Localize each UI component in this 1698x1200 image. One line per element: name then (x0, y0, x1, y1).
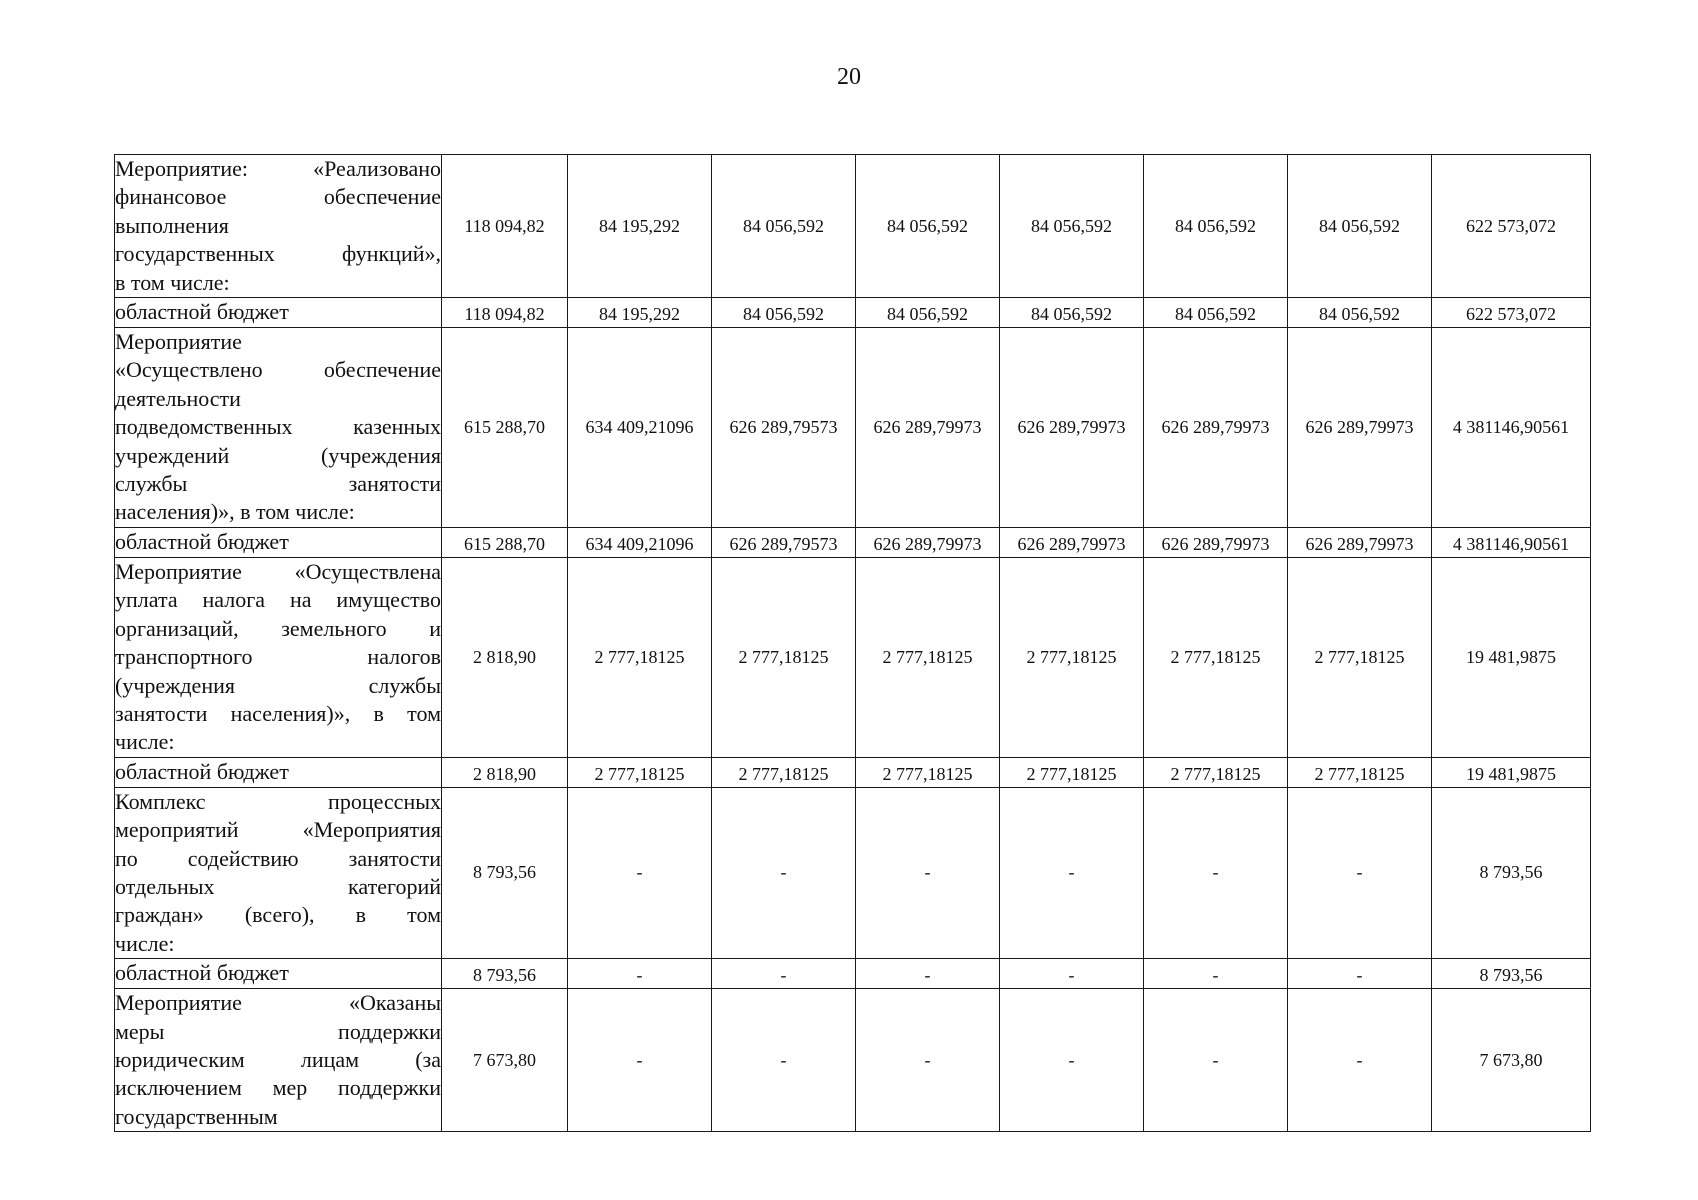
year-value-cell: 626 289,79973 (1288, 328, 1432, 528)
year-value-cell: 2 777,18125 (712, 557, 856, 757)
budget-source-label: областной бюджет (115, 960, 289, 986)
measure-row (115, 989, 1591, 1132)
year-value-cell: 84 056,592 (1288, 298, 1432, 328)
measure-row (115, 328, 1591, 528)
measure-name-line: меры поддержки (115, 1018, 441, 1044)
year-value-cell: 2 777,18125 (1144, 557, 1288, 757)
measure-name-cell (115, 155, 442, 298)
budget-table (114, 154, 1591, 1132)
measure-name-line: Комплекс процессных (115, 788, 441, 814)
measure-name-line: деятельности (115, 385, 241, 411)
year-value-cell: 8 793,56 (442, 787, 568, 958)
year-value-cell: 8 793,56 (442, 959, 568, 989)
year-value-cell: 626 289,79973 (1000, 328, 1144, 528)
year-value-cell: 118 094,82 (442, 298, 568, 328)
year-value-cell: - (1000, 787, 1144, 958)
year-value-cell: - (568, 787, 712, 958)
measure-name-line: мероприятий «Мероприятия (115, 817, 441, 843)
year-value-cell: 7 673,80 (442, 989, 568, 1132)
year-value-cell: 2 777,18125 (712, 757, 856, 787)
regional-budget-row (115, 959, 1591, 989)
measure-name-line: службы занятости (115, 471, 441, 497)
measure-name-line: (учреждения службы (115, 672, 441, 698)
year-value-cell: - (568, 959, 712, 989)
total-value-cell: 622 573,072 (1432, 155, 1591, 298)
year-value-cell: 2 818,90 (442, 757, 568, 787)
year-value-cell: 626 289,79573 (712, 527, 856, 557)
measure-name-line: организаций, земельного и (115, 615, 441, 641)
measure-name-line: юридическим лицам (за (115, 1046, 441, 1072)
total-value-cell: 7 673,80 (1432, 989, 1591, 1132)
year-value-cell: 2 777,18125 (856, 557, 1000, 757)
measure-name-line: уплата налога на имущество (115, 587, 441, 613)
budget-source-label: областной бюджет (115, 299, 289, 325)
year-value-cell: 2 777,18125 (856, 757, 1000, 787)
year-value-cell: 118 094,82 (442, 155, 568, 298)
year-value-cell: 626 289,79973 (1144, 328, 1288, 528)
year-value-cell: 634 409,21096 (568, 527, 712, 557)
year-value-cell: - (568, 989, 712, 1132)
year-value-cell: 2 777,18125 (568, 757, 712, 787)
year-value-cell: 84 056,592 (856, 298, 1000, 328)
year-value-cell: - (856, 787, 1000, 958)
year-value-cell: 84 056,592 (1000, 155, 1144, 298)
total-value-cell: 8 793,56 (1432, 959, 1591, 989)
year-value-cell: 2 777,18125 (1144, 757, 1288, 787)
total-value-cell: 19 481,9875 (1432, 757, 1591, 787)
total-value-cell: 622 573,072 (1432, 298, 1591, 328)
total-value-cell: 19 481,9875 (1432, 557, 1591, 757)
measure-name-line: подведомственных казенных (115, 414, 441, 440)
measure-name-line: финансовое обеспечение (115, 184, 441, 210)
measure-name-line: исключением мер поддержки (115, 1075, 441, 1101)
year-value-cell: 2 777,18125 (1000, 557, 1144, 757)
measure-name-line: Мероприятие «Оказаны (115, 990, 441, 1016)
measure-name-cell (115, 557, 442, 757)
year-value-cell: 84 056,592 (1288, 155, 1432, 298)
year-value-cell: 626 289,79973 (1288, 527, 1432, 557)
budget-source-cell (115, 959, 442, 989)
year-value-cell: 2 777,18125 (1000, 757, 1144, 787)
year-value-cell: 626 289,79973 (856, 328, 1000, 528)
year-value-cell: 84 056,592 (1000, 298, 1144, 328)
measure-row (115, 155, 1591, 298)
measure-name-cell (115, 328, 442, 528)
year-value-cell: 84 056,592 (712, 298, 856, 328)
measure-name-line: учреждений (учреждения (115, 442, 441, 468)
year-value-cell: - (712, 989, 856, 1132)
year-value-cell: 2 818,90 (442, 557, 568, 757)
year-value-cell: - (1144, 959, 1288, 989)
regional-budget-row (115, 527, 1591, 557)
regional-budget-row (115, 298, 1591, 328)
measure-name-line: отдельных категорий (115, 873, 441, 899)
year-value-cell: 2 777,18125 (568, 557, 712, 757)
year-value-cell: 84 195,292 (568, 298, 712, 328)
measure-name-line: населения)», в том числе: (115, 499, 355, 525)
measure-name-line: числе: (115, 729, 175, 755)
year-value-cell: - (1288, 989, 1432, 1132)
year-value-cell: 615 288,70 (442, 328, 568, 528)
measure-name-line: числе: (115, 930, 175, 956)
measure-row (115, 557, 1591, 757)
measure-row (115, 787, 1591, 958)
page-number: 20 (837, 64, 861, 90)
year-value-cell: 84 056,592 (1144, 155, 1288, 298)
year-value-cell: - (712, 787, 856, 958)
measure-name-line: выполнения (115, 212, 229, 238)
year-value-cell: - (856, 959, 1000, 989)
measure-name-line: государственных функций», (115, 241, 441, 267)
budget-source-cell (115, 757, 442, 787)
year-value-cell: - (1288, 959, 1432, 989)
measure-name-line: государственным (115, 1103, 278, 1129)
measure-name-line: по содействию занятости (115, 845, 441, 871)
measure-name-line: Мероприятие: «Реализовано (115, 156, 441, 181)
total-value-cell: 4 381146,90561 (1432, 527, 1591, 557)
year-value-cell: 84 056,592 (712, 155, 856, 298)
total-value-cell: 8 793,56 (1432, 787, 1591, 958)
budget-source-cell (115, 298, 442, 328)
measure-name-line: Мероприятие «Осуществлена (115, 558, 441, 584)
measure-name-line: транспортного налогов (115, 644, 441, 670)
regional-budget-row (115, 757, 1591, 787)
table-body (115, 155, 1591, 1132)
year-value-cell: 84 056,592 (1144, 298, 1288, 328)
year-value-cell: - (1000, 989, 1144, 1132)
year-value-cell: 626 289,79573 (712, 328, 856, 528)
year-value-cell: 626 289,79973 (1000, 527, 1144, 557)
measure-name-line: в том числе: (115, 269, 230, 295)
measure-name-cell (115, 787, 442, 958)
budget-source-label: областной бюджет (115, 759, 289, 785)
year-value-cell: 634 409,21096 (568, 328, 712, 528)
year-value-cell: - (856, 989, 1000, 1132)
measure-name-line: «Осуществлено обеспечение (115, 357, 441, 383)
year-value-cell: 84 195,292 (568, 155, 712, 298)
budget-source-cell (115, 527, 442, 557)
year-value-cell: 626 289,79973 (1144, 527, 1288, 557)
year-value-cell: - (712, 959, 856, 989)
year-value-cell: 2 777,18125 (1288, 557, 1432, 757)
year-value-cell: 615 288,70 (442, 527, 568, 557)
measure-name-line: граждан» (всего), в том (115, 902, 441, 928)
year-value-cell: 626 289,79973 (856, 527, 1000, 557)
budget-source-label: областной бюджет (115, 529, 289, 555)
year-value-cell: 2 777,18125 (1288, 757, 1432, 787)
measure-name-line: Мероприятие (115, 329, 242, 355)
year-value-cell: - (1000, 959, 1144, 989)
year-value-cell: - (1144, 787, 1288, 958)
year-value-cell: - (1288, 787, 1432, 958)
measure-name-cell (115, 989, 442, 1132)
measure-name-line: занятости населения)», в том (115, 700, 441, 726)
year-value-cell: 84 056,592 (856, 155, 1000, 298)
year-value-cell: - (1144, 989, 1288, 1132)
total-value-cell: 4 381146,90561 (1432, 328, 1591, 528)
